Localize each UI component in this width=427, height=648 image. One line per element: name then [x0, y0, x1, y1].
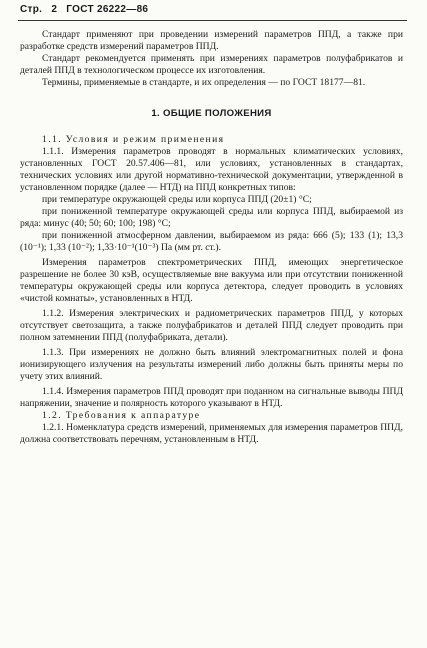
subsection-title-1-1: 1.1. Условия и режим применения — [42, 134, 225, 145]
clause-1-2-1: 1.2.1. Номенклатура средств измерений, применяемых для измерения параметров ППД, должна соответствовать перечням, установленным в НТД. — [20, 422, 403, 445]
spectrometric-paragraph: Измерения параметров спектрометрических ППД, имеющих энергетическое разрешение не более 30 кэВ, осуществляемые вне вакуума или при отсутствии пониженной температуры окружающей среды или корпуса детектора, следует проводить в условиях «чистой комнаты», установленных в НТД. — [20, 257, 403, 304]
intro-paragraph-3: Термины, применяемые в стандарте, и их определения — по ГОСТ 18177—81. — [42, 77, 366, 88]
clause-1-1-2: 1.1.2. Измерения электрических и радиометрических параметров ППД, у которых отсутствует светозащита, а также полуфабрикатов и деталей ППД следует проводить при полном затемнении ППД (полуфабриката, детали). — [20, 308, 403, 343]
temperature-condition: при температуре окружающей среды или корпуса ППД (20±1) °С; — [42, 194, 312, 205]
clause-1-1-3: 1.1.3. При измерениях не должно быть влияний электромагнитных полей и фона ионизирующего излучения на результаты измерений либо должны быть приняты меры по учету этих влияний. — [20, 347, 403, 382]
page-label: Стр. — [20, 4, 43, 15]
intro-paragraph-2: Стандарт рекомендуется применять при измерениях параметров полуфабрикатов и деталей ППД в технологическом процессе их изготовления. — [20, 53, 403, 76]
intro-paragraph-1: Стандарт применяют при проведении измерений параметров ППД, а также при разработке средств измерений параметров ППД. — [20, 29, 403, 52]
standard-number: ГОСТ 26222—86 — [66, 4, 149, 15]
subsection-title-1-2: 1.2. Требования к аппаратуре — [42, 410, 201, 421]
page-number: 2 — [51, 4, 58, 15]
page-header — [20, 4, 148, 15]
document-body — [20, 29, 403, 446]
low-temperature-condition: при пониженной температуре окружающей среды или корпуса ППД, выбираемой из ряда: минус (40; 50; 60; 100; 198) °С; — [20, 206, 403, 229]
section-title: 1. ОБЩИЕ ПОЛОЖЕНИЯ — [151, 108, 272, 119]
clause-1-1-1: 1.1.1. Измерения параметров проводят в нормальных климатических условиях, установленных ГОСТ 20.57.406—81, или условиях, установленных в стандартах, технических условиях или другой нормативно-технической документации, утвержденной в установленном порядке (далее — НТД) на ППД конкретных типов: — [20, 146, 403, 193]
clause-1-1-4: 1.1.4. Измерения параметров ППД проводят при поданном на сигнальные выводы ППД напряжении, значение и полярность которого указывают в НТД. — [20, 386, 403, 409]
pressure-condition: при пониженной атмосферном давлении, выбираемом из ряда: 666 (5); 133 (1); 13,3 (10⁻¹); 1,33 (10⁻²); 1,33·10⁻¹(10⁻³) Па (мм рт. ст.). — [20, 230, 403, 253]
header-divider — [18, 20, 407, 21]
